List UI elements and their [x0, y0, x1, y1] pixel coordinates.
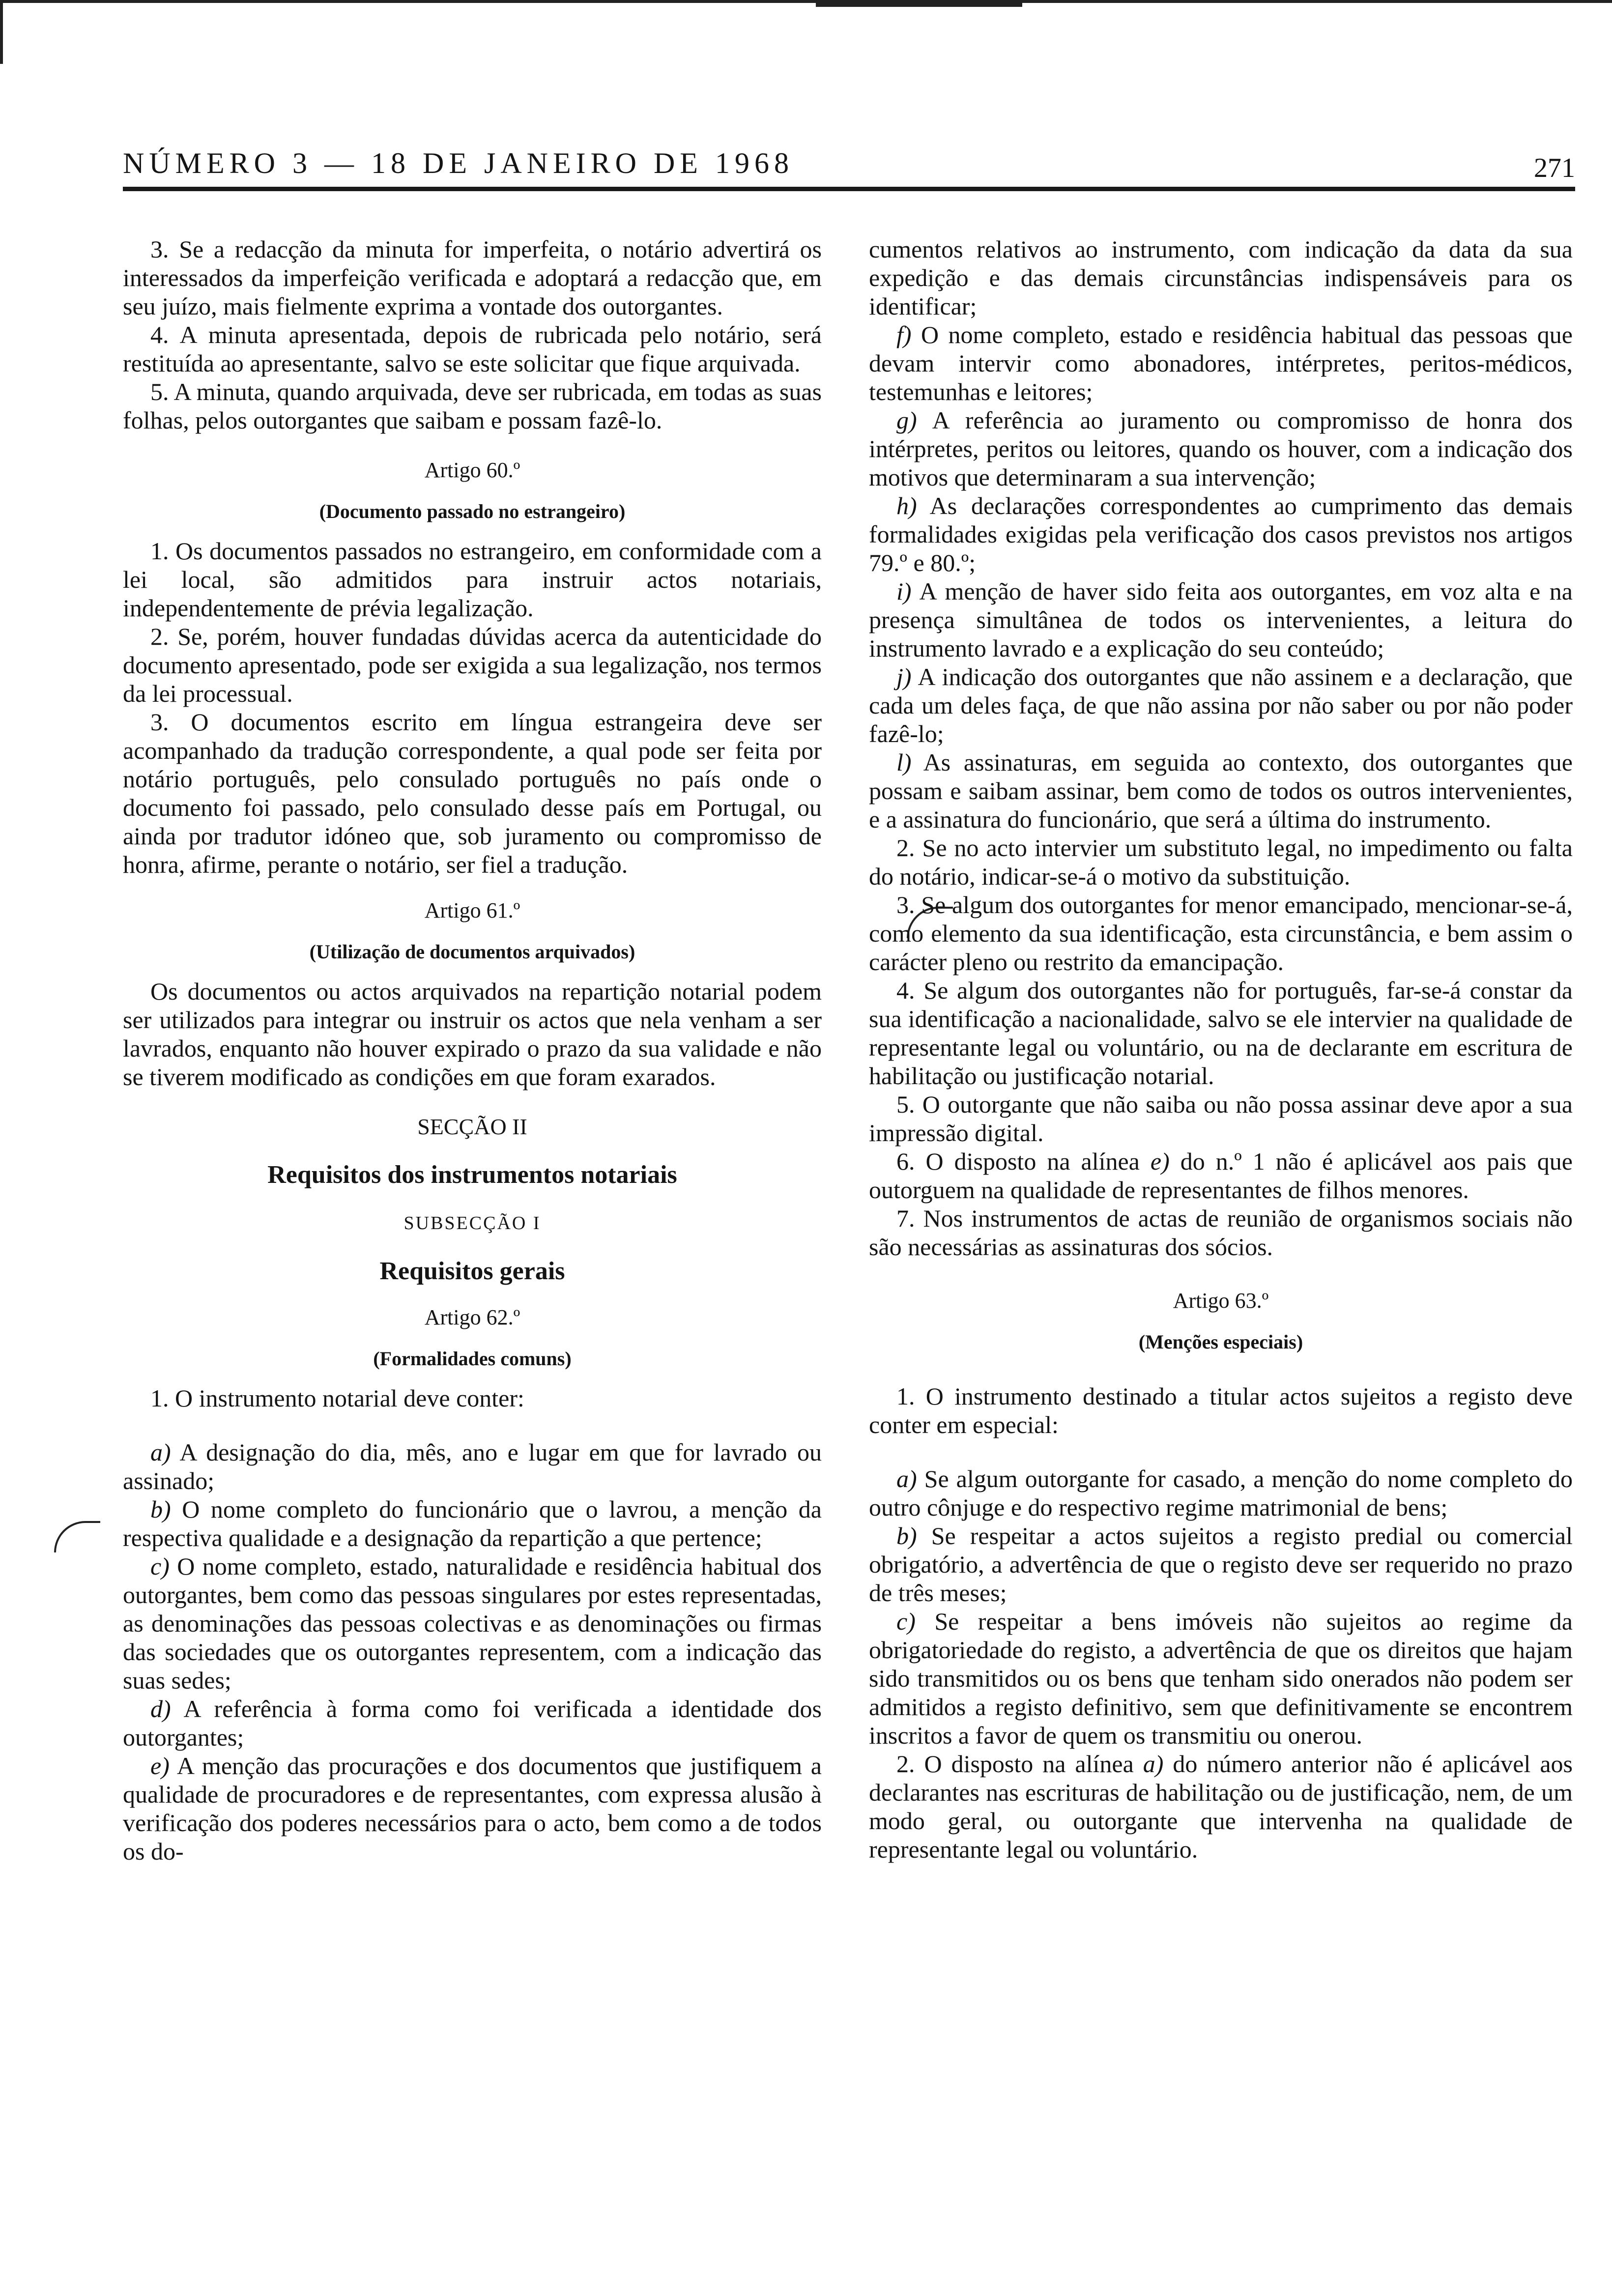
paragraph — [869, 1147, 1573, 1204]
item-letter: c) — [896, 1607, 916, 1635]
margin-mark — [54, 1521, 100, 1552]
subsection-title: SUBSECÇÃO I — [403, 1213, 541, 1234]
item-letter: b) — [150, 1495, 171, 1523]
list-item — [869, 406, 1573, 491]
item-text: O nome completo do funcionário que o lavrou, a menção da respectiva qualidade e a designação da repartição a que pertence; — [123, 1495, 822, 1551]
item-letter: e) — [150, 1752, 170, 1779]
item-letter: b) — [896, 1522, 917, 1550]
item-letter: h) — [896, 492, 917, 519]
section-title: SECÇÃO II — [417, 1114, 527, 1139]
paragraph — [869, 1750, 1573, 1864]
scan-top-edge — [0, 0, 1612, 3]
article-subtitle: (Utilização de documentos arquivados) — [309, 941, 635, 963]
item-letter: i) — [896, 577, 912, 605]
scan-left-edge — [0, 0, 3, 64]
article-title: Artigo 61.º — [424, 898, 520, 922]
paragraph: 2. Se, porém, houver fundadas dúvidas acerca da autenticidade do documento apresentado, pode ser exigida a sua legalização, nos termos da lei processual. — [123, 623, 822, 707]
section-heading: Requisitos dos instrumentos notariais — [267, 1161, 677, 1189]
item-text: A menção das procurações e dos documentos que justifiquem a qualidade de procuradores e de representantes, com expressa alusão à verificação dos poderes necessários para o acto, bem como a de todos os do- — [123, 1752, 822, 1865]
paragraph: 5. O outorgante que não saiba ou não possa assinar deve apor a sua impressão digital. — [869, 1091, 1573, 1147]
item-text: Se respeitar a actos sujeitos a registo predial ou comercial obrigatório, a advertência de que o registo deve ser requerido no prazo de três meses; — [869, 1522, 1573, 1607]
list-item — [869, 491, 1573, 577]
issue-line: NÚMERO 3 — 18 DE JANEIRO DE 1968 — [123, 147, 794, 179]
right-column — [869, 235, 1573, 1864]
article-subtitle: (Menções especiais) — [1138, 1331, 1303, 1353]
subsection-heading: Requisitos gerais — [379, 1257, 565, 1285]
item-letter: a) — [150, 1438, 171, 1466]
article-subtitle: (Formalidades comuns) — [373, 1348, 572, 1370]
item-text: A menção de haver sido feita aos outorgantes, em voz alta e na presença simultânea de todos os intervenientes, a leitura do instrumento lavrado e a explicação do seu conteúdo; — [869, 577, 1573, 662]
paragraph: cumentos relativos ao instrumento, com indicação da data da sua expedição e das demais circunstâncias indispensáveis para os identificar; — [869, 235, 1573, 320]
item-text: O nome completo, estado e residência habitual das pessoas que devam intervir como abonadores, intérpretes, peritos-médicos, testemunhas e leitores; — [869, 321, 1573, 405]
item-text: As declarações correspondentes ao cumprimento das demais formalidades exigidas pela verificação dos casos previstos nos artigos 79.º e 80.º; — [869, 492, 1573, 576]
item-text: Se respeitar a bens imóveis não sujeitos ao regime da obrigatoriedade do registo, a advertência de que os direitos que hajam sido transmitidos ou os bens que tenham sido onerados não podem ser admitidos a registo definitivo, sem que definitivamente se encontrem inscritos a favor de quem os transmitiu ou onerou. — [869, 1607, 1573, 1749]
text-run: do número anterior não é aplicável aos declarantes nas escrituras de habilitação ou de justificação, nem, de um modo geral, ou outorgante que intervenha na qualidade de representante legal ou voluntário. — [869, 1750, 1573, 1863]
paragraph: Os documentos ou actos arquivados na repartição notarial podem ser utilizados para integrar ou instruir os actos que nela venham a ser lavrados, enquanto não houver expirado o prazo da sua validade e não se tiverem modificado as condições em que foram exarados. — [123, 977, 822, 1091]
list-item — [123, 1694, 822, 1751]
list-item — [869, 1607, 1573, 1750]
text-run: 6. O disposto na alínea — [896, 1148, 1151, 1175]
item-letter: g) — [896, 406, 917, 434]
item-letter: a) — [896, 1465, 917, 1492]
item-letter: l) — [896, 748, 912, 776]
paragraph: 4. A minuta apresentada, depois de rubricada pelo notário, será restituída ao apresentante, salvo se este solicitar que fique arquivada. — [123, 321, 822, 377]
item-text: A indicação dos outorgantes que não assinem e a declaração, que cada um deles faça, de que não assina por não saber ou por não poder fazê-lo; — [869, 663, 1573, 747]
list-item — [869, 577, 1573, 662]
list-item — [869, 662, 1573, 748]
paragraph: 2. Se no acto intervier um substituto legal, no impedimento ou falta do notário, indicar-se-á o motivo da substituição. — [869, 834, 1573, 890]
article-title: Artigo 60.º — [424, 458, 520, 482]
paragraph: 7. Nos instrumentos de actas de reunião de organismos sociais não são necessárias as assinaturas dos sócios. — [869, 1205, 1573, 1261]
text-run: do n.º 1 não é aplicável aos pais que outorguem na qualidade de representantes de filhos menores. — [869, 1148, 1573, 1204]
item-text: As assinaturas, em seguida ao contexto, dos outorgantes que possam e saibam assinar, bem como de todos os outros intervenientes, e a assinatura do funcionário, que será a última do instrumento. — [869, 748, 1573, 833]
article-subtitle: (Documento passado no estrangeiro) — [319, 500, 626, 522]
paragraph: 3. Se a redacção da minuta for imperfeita, o notário advertirá os interessados da imperfeição verificada e adoptará a redacção que, em seu juízo, mais fielmente exprima a vontade dos outorgantes. — [123, 235, 822, 320]
item-letter: f) — [896, 321, 912, 348]
text-run: 2. O disposto na alínea — [896, 1750, 1143, 1778]
paragraph: 4. Se algum dos outorgantes não for português, far-se-á constar da sua identificação a nacionalidade, salvo se ele intervier na qualidade de representante legal ou voluntário, ou na de declarante em escritura de habilitação ou justificação notarial. — [869, 976, 1573, 1090]
paragraph: 3. O documentos escrito em língua estrangeira deve ser acompanhado da tradução correspondente, a qual pode ser feita por notário português, pelo consulado português no país onde o documento foi passado, pelo consulado desse país em Portugal, ou ainda por tradutor idóneo que, sob juramento ou compromisso de honra, afirme, perante o notário, ser fiel a tradução. — [123, 708, 822, 878]
item-reference: a) — [1143, 1750, 1164, 1778]
list-item — [869, 1521, 1573, 1607]
paragraph: 5. A minuta, quando arquivada, deve ser rubricada, em todas as suas folhas, pelos outorgantes que saibam e possam fazê-lo. — [123, 378, 822, 434]
scan-top-mark — [816, 0, 1022, 7]
item-letter: j) — [896, 663, 912, 690]
item-reference: e) — [1150, 1148, 1170, 1175]
item-text: A referência ao juramento ou compromisso de honra dos intérpretes, peritos ou leitores, quando os houver, com a indicação dos motivos que determinaram a sua intervenção; — [869, 406, 1573, 491]
article-title: Artigo 62.º — [424, 1305, 520, 1329]
list-item — [869, 1464, 1573, 1521]
article-title: Artigo 63.º — [1173, 1289, 1269, 1313]
list-item — [123, 1552, 822, 1694]
paragraph: 1. Os documentos passados no estrangeiro, em conformidade com a lei local, são admitidos para instruir actos notariais, independentemente de prévia legalização. — [123, 537, 822, 622]
item-text: A referência à forma como foi verificada a identidade dos outorgantes; — [123, 1695, 822, 1751]
item-text: A designação do dia, mês, ano e lugar em que for lavrado ou assinado; — [123, 1438, 822, 1494]
left-column — [123, 235, 822, 1866]
list-item — [123, 1438, 822, 1495]
page-number: 271 — [1534, 153, 1575, 183]
item-letter: d) — [150, 1695, 171, 1722]
list-item — [123, 1495, 822, 1552]
paragraph: 1. O instrumento notarial deve conter: — [150, 1384, 524, 1412]
item-text: O nome completo, estado, naturalidade e residência habitual dos outorgantes, bem como das pessoas singulares por estes representadas, as denominações das pessoas colectivas e as denominações ou firmas das sociedades que os outorgantes representem, com a indicação das suas sedes; — [123, 1552, 822, 1694]
list-item — [869, 320, 1573, 406]
item-text: Se algum outorgante for casado, a menção do nome completo do outro cônjuge e do respectivo regime matrimonial de bens; — [869, 1465, 1573, 1521]
item-letter: c) — [150, 1552, 170, 1580]
list-item — [123, 1751, 822, 1866]
list-item — [869, 748, 1573, 833]
paragraph: 1. O instrumento destinado a titular actos sujeitos a registo deve conter em especial: — [869, 1382, 1573, 1438]
page-header — [123, 138, 1575, 191]
paragraph: 3. Se algum dos outorgantes for menor emancipado, mencionar-se-á, como elemento da sua identificação, esta circunstância, e bem assim o carácter pleno ou restrito da emancipação. — [869, 891, 1573, 976]
